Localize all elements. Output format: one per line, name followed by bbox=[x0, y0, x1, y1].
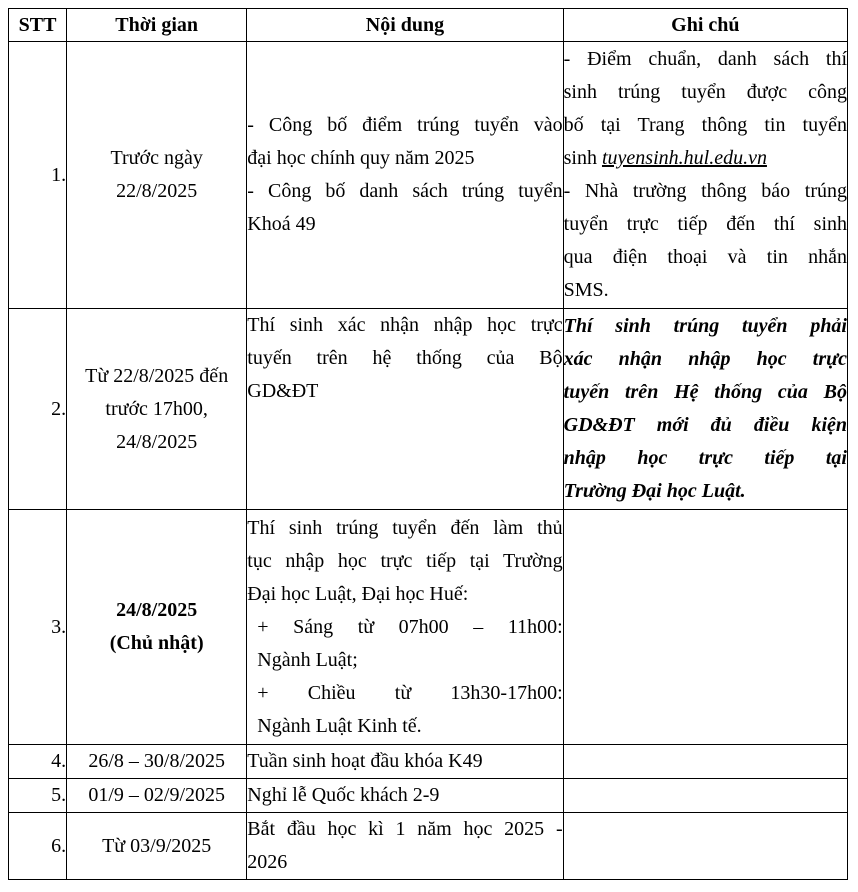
note-line: Trường Đại học Luật. bbox=[563, 480, 746, 502]
row-content: Tuần sinh hoạt đầu khóa K49 bbox=[247, 745, 563, 779]
content-line: Bắt đầu học kì 1 năm học 2025 - bbox=[247, 818, 563, 840]
header-content: Nội dung bbox=[247, 9, 563, 42]
time-line: (Chủ nhật) bbox=[109, 632, 204, 654]
content-line: - Công bố danh sách trúng tuyển bbox=[247, 180, 563, 202]
row-note bbox=[563, 510, 847, 745]
note-line: bố tại Trang thông tin tuyển bbox=[563, 114, 847, 136]
header-stt: STT bbox=[9, 9, 67, 42]
table-row bbox=[9, 510, 848, 745]
row-note bbox=[563, 779, 847, 813]
row-content bbox=[247, 42, 563, 309]
content-line: tục nhập học trực tiếp tại Trường bbox=[247, 549, 563, 572]
time-line: 24/8/2025 bbox=[116, 599, 198, 621]
row-stt: 6. bbox=[9, 813, 67, 880]
row-time bbox=[67, 510, 247, 745]
note-line bbox=[564, 142, 847, 175]
note-line: tuyến trên Hệ thống của Bộ bbox=[563, 381, 847, 403]
row-note bbox=[563, 745, 847, 779]
table-row bbox=[9, 42, 848, 309]
row-content bbox=[247, 813, 563, 880]
content-line: Đại học Luật, Đại học Huế: bbox=[247, 582, 469, 605]
table-row bbox=[9, 309, 848, 510]
table-row bbox=[9, 745, 848, 779]
note-line: GD&ĐT mới đủ điều kiện bbox=[563, 414, 847, 436]
content-line: Ngành Luật Kinh tế. bbox=[257, 714, 422, 737]
row-content bbox=[247, 309, 563, 510]
note-link-prefix: sinh bbox=[563, 147, 602, 169]
note-line: - Điểm chuẩn, danh sách thí bbox=[563, 48, 847, 70]
note-line: SMS. bbox=[563, 279, 609, 301]
content-line: Khoá 49 bbox=[247, 213, 316, 235]
row-time: Từ 03/9/2025 bbox=[67, 813, 247, 880]
time-line: Từ 22/8/2025 đến bbox=[85, 364, 229, 387]
note-line: xác nhận nhập học trực bbox=[563, 348, 847, 370]
content-line: - Công bố điểm trúng tuyển vào bbox=[247, 114, 563, 136]
row-stt: 1. bbox=[9, 42, 67, 309]
content-line: đại học chính quy năm 2025 bbox=[247, 147, 475, 169]
header-row bbox=[9, 9, 848, 42]
schedule-table bbox=[8, 8, 848, 880]
row-stt: 5. bbox=[9, 779, 67, 813]
content-line: + Chiều từ 13h30-17h00: bbox=[257, 681, 563, 704]
table-row bbox=[9, 779, 848, 813]
row-note bbox=[563, 813, 847, 880]
row-time bbox=[67, 42, 247, 309]
admissions-link[interactable]: tuyensinh.hul.edu.vn bbox=[601, 147, 767, 169]
content-line: 2026 bbox=[247, 851, 288, 873]
table-row bbox=[9, 813, 848, 880]
time-line: trước 17h00, bbox=[105, 397, 208, 420]
row-time bbox=[67, 309, 247, 510]
row-content bbox=[247, 510, 563, 745]
row-time: 01/9 – 02/9/2025 bbox=[67, 779, 247, 813]
note-line: sinh trúng tuyển được công bbox=[563, 81, 847, 103]
row-stt: 3. bbox=[9, 510, 67, 745]
row-note bbox=[563, 42, 847, 309]
content-line: Ngành Luật; bbox=[257, 648, 358, 671]
content-line: GD&ĐT bbox=[247, 380, 319, 402]
note-line: nhập học trực tiếp tại bbox=[563, 447, 847, 469]
row-note bbox=[563, 309, 847, 510]
row-content: Nghỉ lễ Quốc khách 2-9 bbox=[247, 779, 563, 813]
time-line: Trước ngày bbox=[110, 147, 203, 169]
header-time: Thời gian bbox=[67, 9, 247, 42]
row-stt: 4. bbox=[9, 745, 67, 779]
content-line: + Sáng từ 07h00 – 11h00: bbox=[257, 615, 563, 638]
row-stt: 2. bbox=[9, 309, 67, 510]
note-line: - Nhà trường thông báo trúng bbox=[563, 180, 847, 202]
header-note: Ghi chú bbox=[563, 9, 847, 42]
time-line: 24/8/2025 bbox=[116, 430, 198, 453]
content-line: Thí sinh trúng tuyển đến làm thủ bbox=[247, 516, 563, 539]
note-line: qua điện thoại và tin nhắn bbox=[563, 246, 847, 268]
time-line: 22/8/2025 bbox=[116, 180, 198, 202]
note-line: tuyển trực tiếp đến thí sinh bbox=[563, 213, 847, 235]
content-line: Thí sinh xác nhận nhập học trực bbox=[247, 314, 563, 336]
row-time: 26/8 – 30/8/2025 bbox=[67, 745, 247, 779]
note-line: Thí sinh trúng tuyển phải bbox=[563, 315, 847, 337]
content-line: tuyến trên hệ thống của Bộ bbox=[247, 347, 563, 369]
